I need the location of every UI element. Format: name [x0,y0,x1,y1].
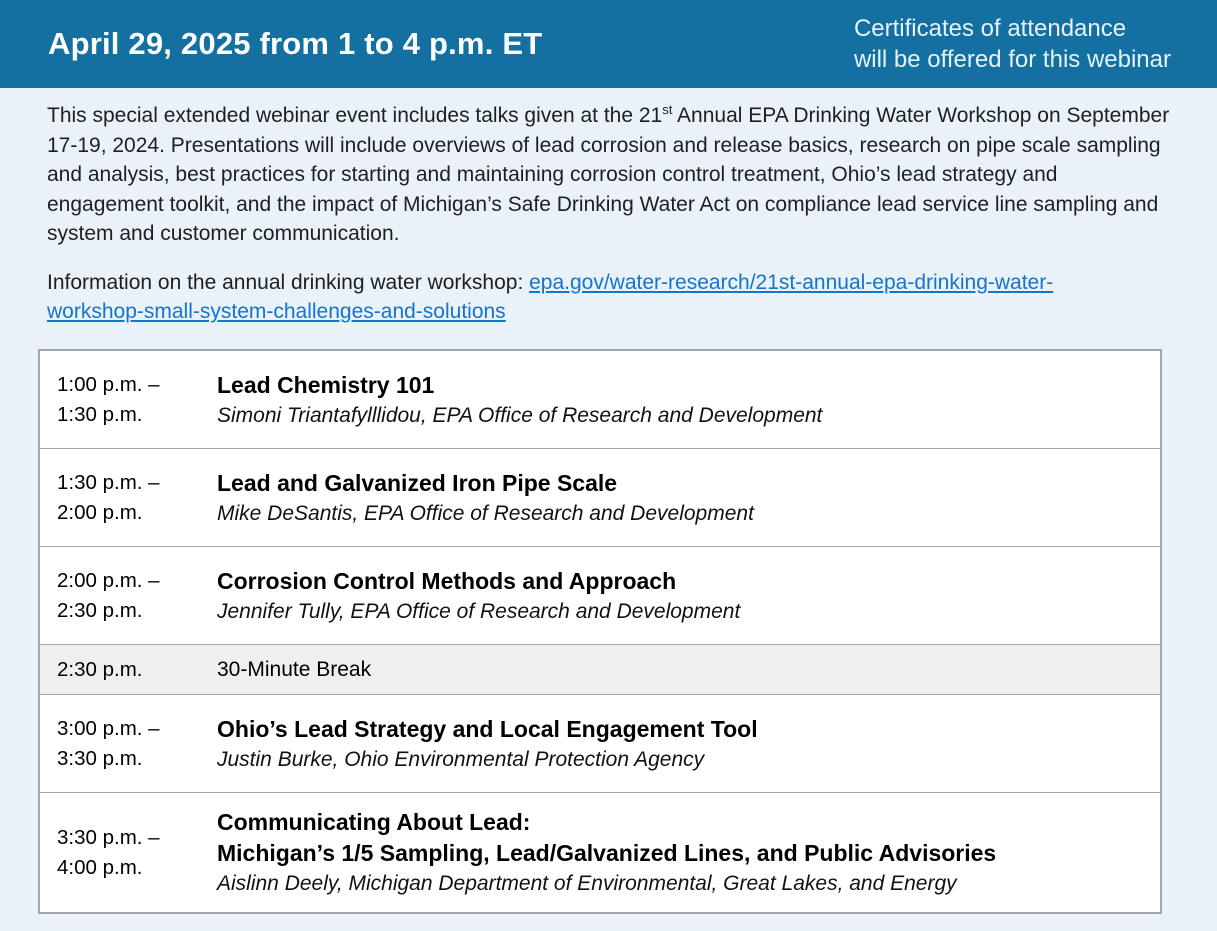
session-3-time: 2:00 p.m. – 2:30 p.m. [57,568,160,622]
header-banner [0,0,1217,88]
schedule-table [38,349,1162,914]
session-4-details [217,714,1160,775]
certificates-note-line1: Certificates of attendance [853,15,1127,42]
session-1-details [217,370,1160,431]
table-row-session-4 [40,694,1160,792]
break-details [217,656,1160,683]
table-row-session-2 [40,448,1160,546]
break-time: 2:30 p.m. [57,657,143,681]
break-label: 30-Minute Break [217,658,372,681]
certificates-note-line2: will be offered for this webinar [853,46,1171,73]
session-4-time: 3:00 p.m. – 3:30 p.m. [57,716,160,770]
session-speaker: Mike DeSantis, EPA Office of Research and Development [217,501,754,525]
ordinal-superscript: st [662,102,673,117]
workshop-link[interactable]: epa.gov/water-research/21st-annual-epa-drinking-water-workshop-small-system-challenges-and-solutions [47,270,1054,323]
session-title: Corrosion Control Methods and Approach [217,567,677,594]
table-row-break [40,644,1160,694]
session-5-details [217,807,1160,899]
session-5-time: 3:30 p.m. – 4:00 p.m. [57,825,160,879]
session-title-line1: Communicating About Lead: [217,808,531,835]
table-row-session-1 [40,351,1160,448]
intro-text-after: Annual EPA Drinking Water Workshop on September 17-19, 2024. Presentations will include overviews of lead corrosion and release basics, research on pipe scale sampling and analysis, best practices for starting and maintaining corrosion control treatment, Ohio’s lead strategy and engagement toolkit, and the impact of Michigan’s Safe Drinking Water Act on compliance lead service line sampling and system and customer communication. [47,104,1170,245]
session-2-details [217,468,1160,529]
session-title: Lead and Galvanized Iron Pipe Scale [217,469,618,496]
page-title: April 29, 2025 from 1 to 4 p.m. ET [48,26,543,61]
intro-text-before: This special extended webinar event includes talks given at the 21 [47,104,663,127]
session-speaker: Simoni Triantafylllidou, EPA Office of Research and Development [217,403,823,427]
intro-paragraph [47,101,1172,249]
session-2-time: 1:30 p.m. – 2:00 p.m. [57,470,160,524]
table-row-session-3 [40,546,1160,644]
certificates-note [854,13,1217,75]
session-3-details [217,566,1160,627]
session-speaker: Jennifer Tully, EPA Office of Research and Development [217,599,741,623]
session-title-line2: Michigan’s 1/5 Sampling, Lead/Galvanized Lines, and Public Advisories [217,839,997,866]
workshop-info-line [47,268,1147,327]
table-row-session-5 [40,792,1160,912]
session-title: Ohio’s Lead Strategy and Local Engagement Tool [217,715,758,742]
session-speaker: Aislinn Deely, Michigan Department of Environmental, Great Lakes, and Energy [217,871,957,895]
session-speaker: Justin Burke, Ohio Environmental Protection Agency [217,747,705,771]
session-1-time: 1:00 p.m. – 1:30 p.m. [57,372,160,426]
workshop-info-label: Information on the annual drinking water workshop: [47,270,530,294]
session-title: Lead Chemistry 101 [217,371,435,398]
